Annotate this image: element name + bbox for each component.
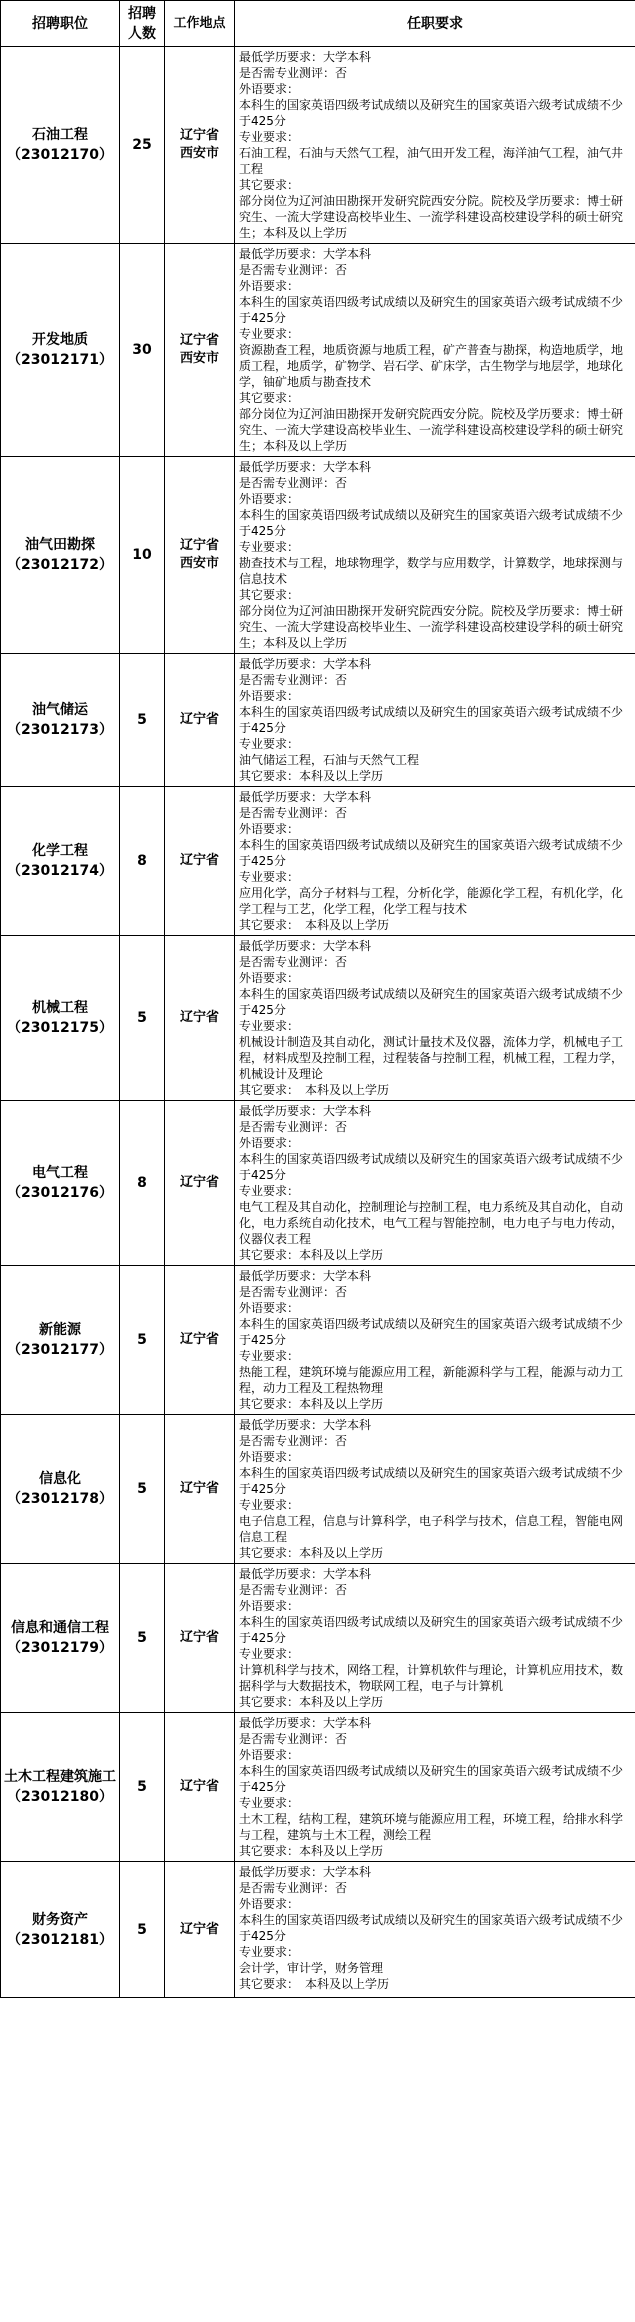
position-cell xyxy=(1,1713,120,1862)
table-row xyxy=(1,654,635,787)
table-row xyxy=(1,244,635,457)
position-title: 油气储运 xyxy=(32,702,88,718)
location-cell: 辽宁省 xyxy=(165,787,235,936)
headcount-cell: 25 xyxy=(120,47,165,244)
header-row xyxy=(1,1,635,47)
position-cell xyxy=(1,47,120,244)
position-cell xyxy=(1,457,120,654)
table-row xyxy=(1,457,635,654)
headcount-cell: 30 xyxy=(120,244,165,457)
position-cell xyxy=(1,936,120,1101)
table-row xyxy=(1,1713,635,1862)
requirements-cell: 最低学历要求：大学本科 是否需专业测评：否 外语要求： 本科生的国家英语四级考试成绩以及研究生的国家英语六级考试成绩不少于425分 专业要求： 应用化学，高分子材料与工程，分析化学，能源化学工程，有机化学，化学工程与工艺，化学工程，化学工程与技术 其它要求： 本科及以上学历 xyxy=(235,787,635,936)
location-cell: 辽宁省 xyxy=(165,1266,235,1415)
headcount-cell: 5 xyxy=(120,1564,165,1713)
location-cell: 辽宁省 xyxy=(165,1862,235,1998)
header-requirements: 任职要求 xyxy=(235,1,635,47)
location-cell: 辽宁省 xyxy=(165,1713,235,1862)
headcount-cell: 5 xyxy=(120,654,165,787)
location-cell: 辽宁省 西安市 xyxy=(165,47,235,244)
position-title: 信息和通信工程 xyxy=(11,1620,109,1636)
position-cell xyxy=(1,1862,120,1998)
position-title: 化学工程 xyxy=(32,843,88,859)
requirements-cell: 最低学历要求：大学本科 是否需专业测评：否 外语要求： 本科生的国家英语四级考试成绩以及研究生的国家英语六级考试成绩不少于425分 专业要求： 机械设计制造及其自动化，测试计量技术及仪器，流体力学，机械电子工程，材料成型及控制工程，过程装备与控制工程，机械工程，工程力学，机械设计及理论 其它要求： 本科及以上学历 xyxy=(235,936,635,1101)
location-cell: 辽宁省 xyxy=(165,654,235,787)
requirements-cell: 最低学历要求：大学本科 是否需专业测评：否 外语要求： 本科生的国家英语四级考试成绩以及研究生的国家英语六级考试成绩不少于425分 专业要求： 土木工程，结构工程，建筑环境与能源应用工程，环境工程，给排水科学与工程，建筑与土木工程，测绘工程 其它要求：本科及以上学历 xyxy=(235,1713,635,1862)
table-row xyxy=(1,1415,635,1564)
location-cell: 辽宁省 xyxy=(165,1415,235,1564)
position-title: 电气工程 xyxy=(32,1165,88,1181)
position-title: 财务资产 xyxy=(32,1911,88,1928)
position-cell xyxy=(1,1101,120,1266)
header-count xyxy=(120,1,165,47)
position-code: （23012175） xyxy=(7,1020,113,1036)
headcount-cell: 5 xyxy=(120,1713,165,1862)
location-cell: 辽宁省 xyxy=(165,1564,235,1713)
position-title: 开发地质 xyxy=(32,332,88,348)
headcount-cell: 5 xyxy=(120,936,165,1101)
position-code: （23012170） xyxy=(7,147,113,163)
position-cell xyxy=(1,787,120,936)
position-title: 石油工程 xyxy=(32,127,88,143)
header-position: 招聘职位 xyxy=(1,1,120,47)
position-title: 信息化 xyxy=(39,1471,81,1487)
position-code: （23012173） xyxy=(7,722,113,738)
headcount-cell: 5 xyxy=(120,1862,165,1998)
position-code: （23012181） xyxy=(7,1931,113,1948)
position-cell xyxy=(1,1564,120,1713)
location-cell: 辽宁省 西安市 xyxy=(165,457,235,654)
requirements-cell: 最低学历要求：大学本科 是否需专业测评：否 外语要求： 本科生的国家英语四级考试成绩以及研究生的国家英语六级考试成绩不少于425分 专业要求： 热能工程，建筑环境与能源应用工程，新能源科学与工程，能源与动力工程，动力工程及工程热物理 其它要求：本科及以上学历 xyxy=(235,1266,635,1415)
position-cell xyxy=(1,1266,120,1415)
position-title: 机械工程 xyxy=(32,1000,88,1016)
requirements-cell: 最低学历要求：大学本科 是否需专业测评：否 外语要求： 本科生的国家英语四级考试成绩以及研究生的国家英语六级考试成绩不少于425分 专业要求： 资源勘查工程，地质资源与地质工程，矿产普查与勘探，构造地质学，地质工程，地质学，矿物学、岩石学、矿床学，古生物学与地层学，地球化学，铀矿地质与勘查技术 其它要求： 部分岗位为辽河油田勘探开发研究院西安分院。院校及学历要求：博士研究生、一流大学建设高校毕业生、一流学科建设高校建设学科的硕士研究生；本科及以上学历 xyxy=(235,244,635,457)
position-title: 油气田勘探 xyxy=(25,537,95,553)
position-code: （23012179） xyxy=(7,1640,113,1656)
header-count-text: 招聘人数 xyxy=(128,5,156,42)
position-code: （23012172） xyxy=(7,557,113,573)
headcount-cell: 8 xyxy=(120,787,165,936)
requirements-cell: 最低学历要求：大学本科 是否需专业测评：否 外语要求： 本科生的国家英语四级考试成绩以及研究生的国家英语六级考试成绩不少于425分 专业要求： 油气储运工程，石油与天然气工程 其它要求：本科及以上学历 xyxy=(235,654,635,787)
position-code: （23012176） xyxy=(7,1185,113,1201)
table-row xyxy=(1,936,635,1101)
table-row xyxy=(1,1862,635,1998)
position-cell xyxy=(1,654,120,787)
headcount-cell: 10 xyxy=(120,457,165,654)
position-code: （23012177） xyxy=(7,1342,113,1358)
position-code: （23012180） xyxy=(7,1789,113,1805)
requirements-cell: 最低学历要求：大学本科 是否需专业测评：否 外语要求： 本科生的国家英语四级考试成绩以及研究生的国家英语六级考试成绩不少于425分 专业要求： 勘查技术与工程，地球物理学，数学与应用数学，计算数学，地球探测与信息技术 其它要求： 部分岗位为辽河油田勘探开发研究院西安分院。院校及学历要求：博士研究生、一流大学建设高校毕业生、一流学科建设高校建设学科的硕士研究生；本科及以上学历 xyxy=(235,457,635,654)
requirements-cell: 最低学历要求：大学本科 是否需专业测评：否 外语要求： 本科生的国家英语四级考试成绩以及研究生的国家英语六级考试成绩不少于425分 专业要求： 计算机科学与技术，网络工程，计算机软件与理论，计算机应用技术，数据科学与大数据技术，物联网工程，电子与计算机 其它要求：本科及以上学历 xyxy=(235,1564,635,1713)
position-code: （23012174） xyxy=(7,863,113,879)
position-cell xyxy=(1,1415,120,1564)
table-row xyxy=(1,787,635,936)
position-cell xyxy=(1,244,120,457)
location-cell: 辽宁省 xyxy=(165,936,235,1101)
position-title: 土木工程建筑施工 xyxy=(4,1769,116,1785)
headcount-cell: 8 xyxy=(120,1101,165,1266)
header-location: 工作地点 xyxy=(165,1,235,47)
requirements-cell: 最低学历要求：大学本科 是否需专业测评：否 外语要求： 本科生的国家英语四级考试成绩以及研究生的国家英语六级考试成绩不少于425分 专业要求： 会计学，审计学，财务管理 其它要求： 本科及以上学历 xyxy=(235,1862,635,1998)
headcount-cell: 5 xyxy=(120,1415,165,1564)
headcount-cell: 5 xyxy=(120,1266,165,1415)
position-code: （23012171） xyxy=(7,352,113,368)
position-title: 新能源 xyxy=(39,1322,81,1338)
location-cell: 辽宁省 xyxy=(165,1101,235,1266)
table-row xyxy=(1,1564,635,1713)
position-code: （23012178） xyxy=(7,1491,113,1507)
location-cell: 辽宁省 西安市 xyxy=(165,244,235,457)
table-row xyxy=(1,1266,635,1415)
requirements-cell: 最低学历要求：大学本科 是否需专业测评：否 外语要求： 本科生的国家英语四级考试成绩以及研究生的国家英语六级考试成绩不少于425分 专业要求： 电子信息工程，信息与计算科学，电子科学与技术，信息工程，智能电网信息工程 其它要求：本科及以上学历 xyxy=(235,1415,635,1564)
requirements-cell: 最低学历要求：大学本科 是否需专业测评：否 外语要求： 本科生的国家英语四级考试成绩以及研究生的国家英语六级考试成绩不少于425分 专业要求： 电气工程及其自动化，控制理论与控制工程，电力系统及其自动化，自动化，电力系统自动化技术，电气工程与智能控制，电力电子与电力传动，仪器仪表工程 其它要求：本科及以上学历 xyxy=(235,1101,635,1266)
table-row xyxy=(1,47,635,244)
requirements-cell: 最低学历要求：大学本科 是否需专业测评：否 外语要求： 本科生的国家英语四级考试成绩以及研究生的国家英语六级考试成绩不少于425分 专业要求： 石油工程，石油与天然气工程，油气田开发工程，海洋油气工程，油气井工程 其它要求： 部分岗位为辽河油田勘探开发研究院西安分院。院校及学历要求：博士研究生、一流大学建设高校毕业生、一流学科建设高校建设学科的硕士研究生；本科及以上学历 xyxy=(235,47,635,244)
table-row xyxy=(1,1101,635,1266)
